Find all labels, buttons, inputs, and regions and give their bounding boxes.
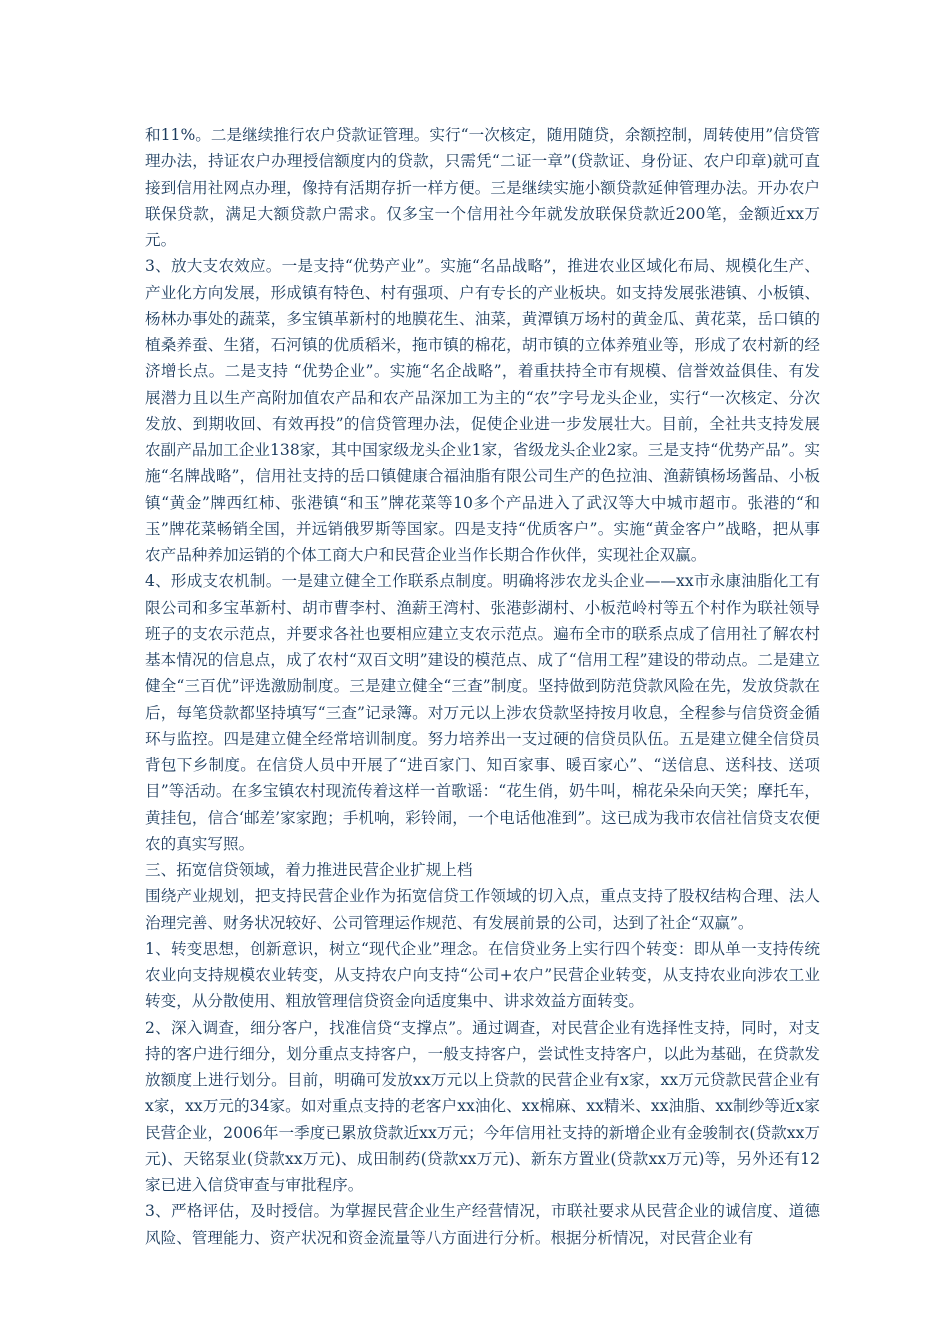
paragraph-customer-segmentation: 2、深入调查，细分客户，找准信贷“支撑点”。通过调查，对民营企业有选择性支持，同时，对支持的客户进行细分，划分重点支持客户，一般支持客户，尝试性支持客户，以此为基础，在贷款发放额度上进行划分。目前，明确可发放xx万元以上贷款的民营企业有x家，xx万元贷款民营企业有x家，xx万元的34家。如对重点支持的老客户xx油化、xx棉麻、xx精米、xx油脂、xx制纱等近x家民营企业，2006年一季度已累放贷款近xx万元；今年信用社支持的新增企业有金骏制衣(贷款xx万元)、天铭泵业(贷款xx万元)、成田制药(贷款xx万元)、新东方置业(贷款xx万元)等，另外还有12家已进入信贷审查与审批程序。 [145,1018,820,1194]
paragraph-change-thinking: 1、转变思想，创新意识，树立“现代企业”理念。在信贷业务上实行四个转变：即从单一支持传统农业向支持规模农业转变，从支持农户向支持“公司+农户”民营企业转变，从支持农业向涉农工业转变，从分散使用、粗放管理信贷资金向适度集中、讲求效益方面转变。 [145,939,820,1011]
document-body [145,122,820,1251]
paragraph-expand-agri-support: 3、放大支农效应。一是支持“优势产业”。实施“名品战略”，推进农业区域化布局、规模化生产、产业化方向发展，形成镇有特色、村有强项、户有专长的产业板块。如支持发展张港镇、小板镇、杨林办事处的蔬菜，多宝镇革新村的地膜花生、油菜，黄潭镇万场村的黄金瓜、黄花菜，岳口镇的植桑养蚕、生猪，石河镇的优质稻米，拖市镇的棉花，胡市镇的立体养殖业等，形成了农村新的经济增长点。二是支持 “优势企业”。实施“名企战略”，着重扶持全市有规模、信誉效益俱佳、有发展潜力且以生产高附加值农产品和农产品深加工为主的“农”字号龙头企业，实行“一次核定、分次发放、到期收回、有效再投”的信贷管理办法，促使企业进一步发展壮大。目前，全社共支持发展农副产品加工企业138家，其中国家级龙头企业1家，省级龙头企业2家。三是支持“优势产品”。实施“名牌战略”，信用社支持的岳口镇健康合福油脂有限公司生产的色拉油、渔薪镇杨场酱品、小板镇“黄金”牌西红柿、张港镇“和玉”牌花菜等10多个产品进入了武汉等大中城市超市。张港的“和玉”牌花菜畅销全国，并远销俄罗斯等国家。四是支持“优质客户”。实施“黄金客户”战略，把从事农产品种养加运销的个体工商大户和民营企业当作长期合作伙伴，实现社企双赢。 [145,257,820,564]
paragraph-strict-evaluation: 3、严格评估，及时授信。为掌握民营企业生产经营情况，市联社要求从民营企业的诚信度、道德风险、管理能力、资产状况和资金流量等八方面进行分析。根据分析情况，对民营企业有 [145,1202,820,1247]
section-heading-private-enterprise: 三、拓宽信贷领域，着力推进民营企业扩规上档 [145,861,473,879]
paragraph-credit-card-management: 和11%。二是继续推行农户贷款证管理。实行“一次核定，随用随贷，余额控制，周转使用”信贷管理办法，持证农户办理授信额度内的贷款，只需凭“二证一章”(贷款证、身份证、农户印章)就可直接到信用社网点办理，像持有活期存折一样方便。三是继续实施小额贷款延伸管理办法。开办农户联保贷款，满足大额贷款户需求。仅多宝一个信用社今年就发放联保贷款近200笔，金额近xx万元。 [145,126,820,249]
paragraph-industry-planning: 围绕产业规划，把支持民营企业作为拓宽信贷工作领域的切入点，重点支持了股权结构合理、法人治理完善、财务状况较好、公司管理运作规范、有发展前景的公司，达到了社企“双赢”。 [145,887,820,932]
paragraph-agri-support-mechanism: 4、形成支农机制。一是建立健全工作联系点制度。明确将涉农龙头企业——xx市永康油脂化工有限公司和多宝革新村、胡市曹李村、渔薪王湾村、张港彭湖村、小板范岭村等五个村作为联社领导班子的支农示范点，并要求各社也要相应建立支农示范点。遍布全市的联系点成了信用社了解农村基本情况的信息点，成了农村“双百文明”建设的模范点、成了“信用工程”建设的带动点。二是建立健全“三百优”评选激励制度。三是建立健全“三查”制度。坚持做到防范贷款风险在先，发放贷款在后，每笔贷款都坚持填写“三查”记录簿。对万元以上涉农贷款坚持按月收息，全程参与信贷资金循环与监控。四是建立健全经常培训制度。努力培养出一支过硬的信贷员队伍。五是建立健全信贷员背包下乡制度。在信贷人员中开展了“进百家门、知百家事、暖百家心”、“送信息、送科技、送项目”等活动。在多宝镇农村现流传着这样一首歌谣：“花生俏，奶牛叫，棉花朵朵向天笑；摩托车，黄挂包，信合‘邮差’家家跑；手机响，彩铃闹，一个电话他准到”。这已成为我市农信社信贷支农便农的真实写照。 [145,572,820,853]
